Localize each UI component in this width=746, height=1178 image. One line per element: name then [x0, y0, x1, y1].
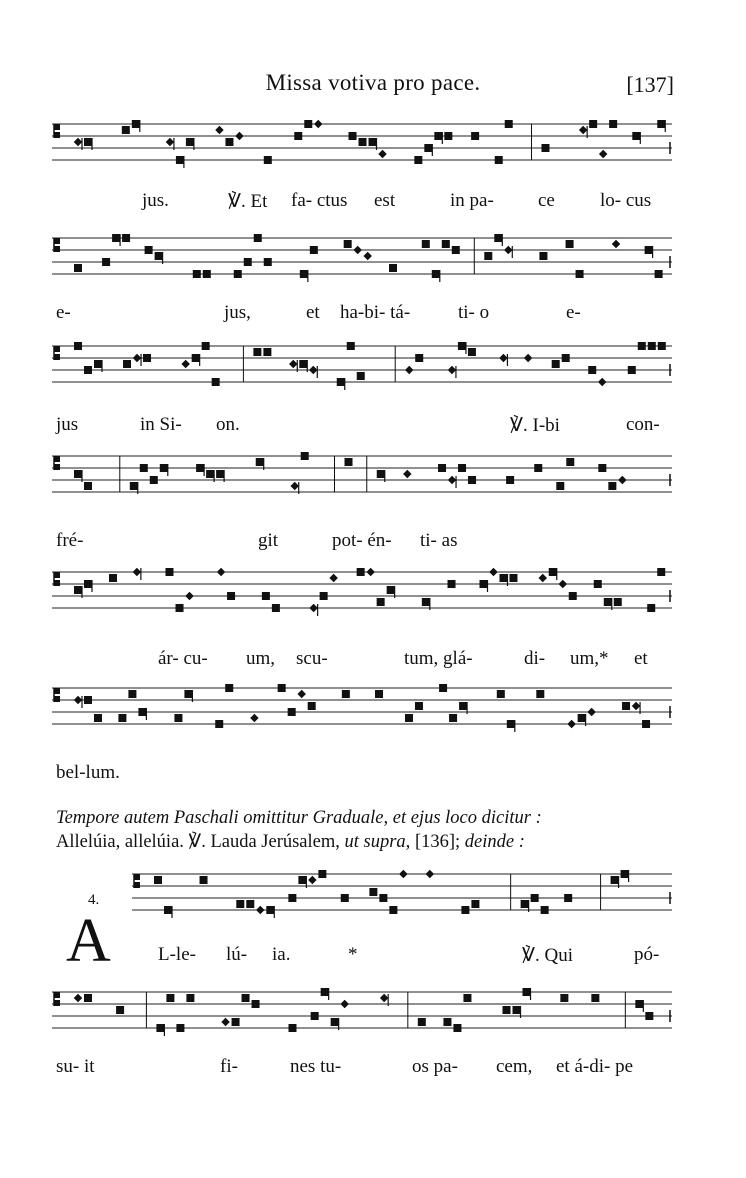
syllable: on.: [216, 414, 240, 435]
staff-svg: [52, 232, 672, 282]
syllable: su- it: [56, 1056, 95, 1077]
lyrics-line-6: [52, 762, 682, 786]
staff-svg: [132, 868, 672, 918]
syllable: nes tu-: [290, 1056, 342, 1077]
syllable: fa- ctus: [291, 190, 348, 211]
syllable: um,*: [570, 648, 609, 669]
rubric-italic: deinde :: [464, 832, 525, 852]
syllable: jus.: [142, 190, 169, 211]
staff-svg: [52, 682, 672, 732]
rubric-italic: ut supra,: [344, 832, 411, 852]
syllable: et: [634, 648, 648, 669]
syllable: e-: [566, 302, 581, 323]
syllable: ia.: [272, 944, 291, 965]
music-staff-3: [52, 340, 672, 390]
syllable: ti- as: [420, 530, 458, 551]
music-staff-4: [52, 450, 672, 500]
staff-svg: [52, 450, 672, 500]
syllable: scu-: [296, 648, 328, 669]
music-staff-1: [52, 118, 672, 168]
lyrics-line-1: [52, 190, 682, 214]
syllable: di-: [524, 648, 546, 669]
syllable: in pa-: [450, 190, 494, 211]
rubric-line-1: [56, 806, 686, 830]
syllable: ha-bi- tá-: [340, 302, 411, 323]
staff-svg: [52, 118, 672, 168]
rubric-reference: [136];: [414, 832, 461, 852]
rubric-italic: Tempore autem Paschali omittitur Graduale, et ejus loco dicitur :: [56, 808, 542, 828]
syllable: jus,: [224, 302, 251, 323]
chant-number: 4.: [88, 892, 100, 908]
syllable: e-: [56, 302, 71, 323]
music-staff-7: [132, 868, 672, 918]
syllable: et á-di- pe: [556, 1056, 634, 1077]
syllable: fi-: [220, 1056, 238, 1077]
lyrics-line-5: [52, 648, 682, 672]
syllable: in Si-: [140, 414, 182, 435]
rubric-line-2: [56, 830, 686, 854]
lyrics-line-2: [52, 302, 682, 326]
syllable: et: [306, 302, 320, 323]
staff-svg: [52, 340, 672, 390]
syllable: con-: [626, 414, 660, 435]
rubric-text: Allelúia, allelúia. ℣. Lauda Jerúsalem,: [56, 832, 340, 852]
syllable: ce: [538, 190, 555, 211]
syllable: *: [348, 944, 358, 965]
syllable: um,: [246, 648, 276, 669]
music-staff-8: [52, 986, 672, 1036]
lyrics-line-3: [52, 414, 682, 438]
initial-letter: A: [66, 907, 111, 975]
syllable: lú-: [226, 944, 248, 965]
page-number: [137]: [626, 72, 674, 97]
syllable: tum, glá-: [404, 648, 473, 669]
music-staff-6: [52, 682, 672, 732]
syllable: git: [258, 530, 279, 551]
syllable: L-le-: [158, 944, 196, 965]
syllable: cem,: [496, 1056, 533, 1077]
syllable: ℣. I-bi: [510, 415, 560, 436]
syllable: bel-lum.: [56, 762, 120, 783]
syllable: ℣. Qui: [522, 945, 573, 966]
page-title: Missa votiva pro pace.: [265, 70, 481, 95]
syllable: fré-: [56, 530, 84, 551]
syllable: os pa-: [412, 1056, 458, 1077]
syllable: jus: [56, 414, 79, 435]
syllable: pot- én-: [332, 530, 392, 551]
lyrics-line-8: [52, 1056, 682, 1080]
lyrics-line-4: [52, 530, 682, 554]
syllable: lo- cus: [600, 190, 652, 211]
syllable: ti- o: [458, 302, 490, 323]
syllable: est: [374, 190, 396, 211]
syllable: ár- cu-: [158, 648, 208, 669]
staff-svg: [52, 566, 672, 616]
syllable: ℣. Et: [228, 191, 268, 212]
staff-svg: [52, 986, 672, 1036]
music-staff-5: [52, 566, 672, 616]
music-staff-2: [52, 232, 672, 282]
syllable: pó-: [634, 944, 660, 965]
lyrics-line-7: [52, 944, 682, 968]
